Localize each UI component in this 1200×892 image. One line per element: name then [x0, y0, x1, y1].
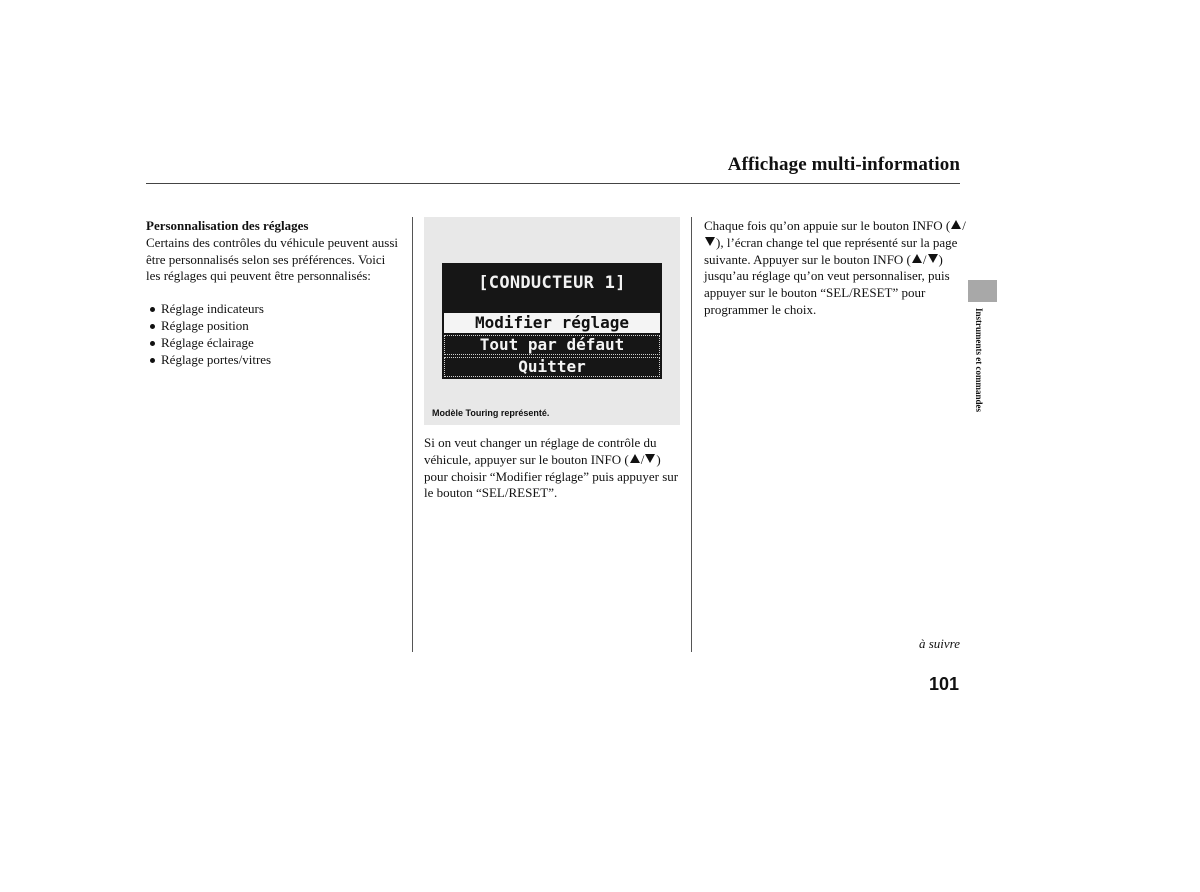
arrow-down-icon: [705, 237, 715, 246]
text-segment: /: [922, 251, 927, 267]
settings-list: [146, 301, 401, 368]
right-column: [704, 218, 966, 319]
display-figure: [424, 217, 680, 425]
list-item: Réglage éclairage: [146, 335, 401, 352]
list-item: Réglage indicateurs: [146, 301, 401, 318]
text-segment: Chaque fois qu’on appuie sur le bouton INFO (: [704, 218, 951, 233]
arrow-up-icon: [951, 220, 961, 229]
display-title: [CONDUCTEUR 1]: [478, 273, 626, 293]
continued-label: à suivre: [918, 636, 960, 651]
text-segment: /: [962, 218, 966, 233]
left-column: [146, 218, 401, 368]
text-segment: Si on veut changer un réglage de contrôle du véhicule, appuyer sur le bouton INFO (: [424, 435, 657, 467]
list-item: Réglage position: [146, 318, 401, 335]
page-title: Affichage multi-information: [727, 154, 960, 175]
arrow-up-icon: [912, 254, 922, 263]
column-divider-left: [412, 217, 413, 652]
menu-item-tout-par-defaut: Tout par défaut: [444, 335, 660, 355]
text-segment: /: [640, 451, 645, 467]
menu-item-modifier-reglage: Modifier réglage: [444, 313, 660, 333]
figure-caption: Modèle Touring représenté.: [432, 408, 550, 418]
section-tab: [968, 280, 997, 302]
menu-item-quitter: Quitter: [444, 357, 660, 377]
middle-column: [424, 435, 682, 502]
intro-paragraph: Certains des contrôles du véhicule peuvent aussi être personnalisés selon ses préférences. Voici les réglages qui peuvent être personnalisés:: [146, 234, 398, 284]
list-item: Réglage portes/vitres: [146, 352, 401, 369]
text-segment: ) pour choisir “Modifier réglage” puis appuyer sur le bouton “SEL/RESET”.: [424, 451, 679, 501]
arrow-down-icon: [928, 254, 938, 263]
header-rule: [146, 183, 960, 184]
section-heading: Personnalisation des réglages: [146, 218, 309, 233]
multi-info-display: [442, 263, 662, 379]
instruction-paragraph: [424, 435, 682, 502]
instruction-paragraph: [704, 218, 966, 319]
column-divider-right: [691, 217, 692, 652]
arrow-up-icon: [630, 454, 640, 463]
arrow-down-icon: [645, 454, 655, 463]
text-segment: ) jusqu’au réglage qu’on veut personnaliser, puis appuyer sur le bouton “SEL/RESET” pour programmer le choix.: [704, 251, 950, 317]
text-segment: ), l’écran change tel que représenté sur la page suivante. Appuyer sur le bouton INFO (: [704, 234, 958, 267]
section-tab-label: Instruments et commandes: [974, 308, 984, 412]
page-number: 101: [928, 674, 959, 694]
